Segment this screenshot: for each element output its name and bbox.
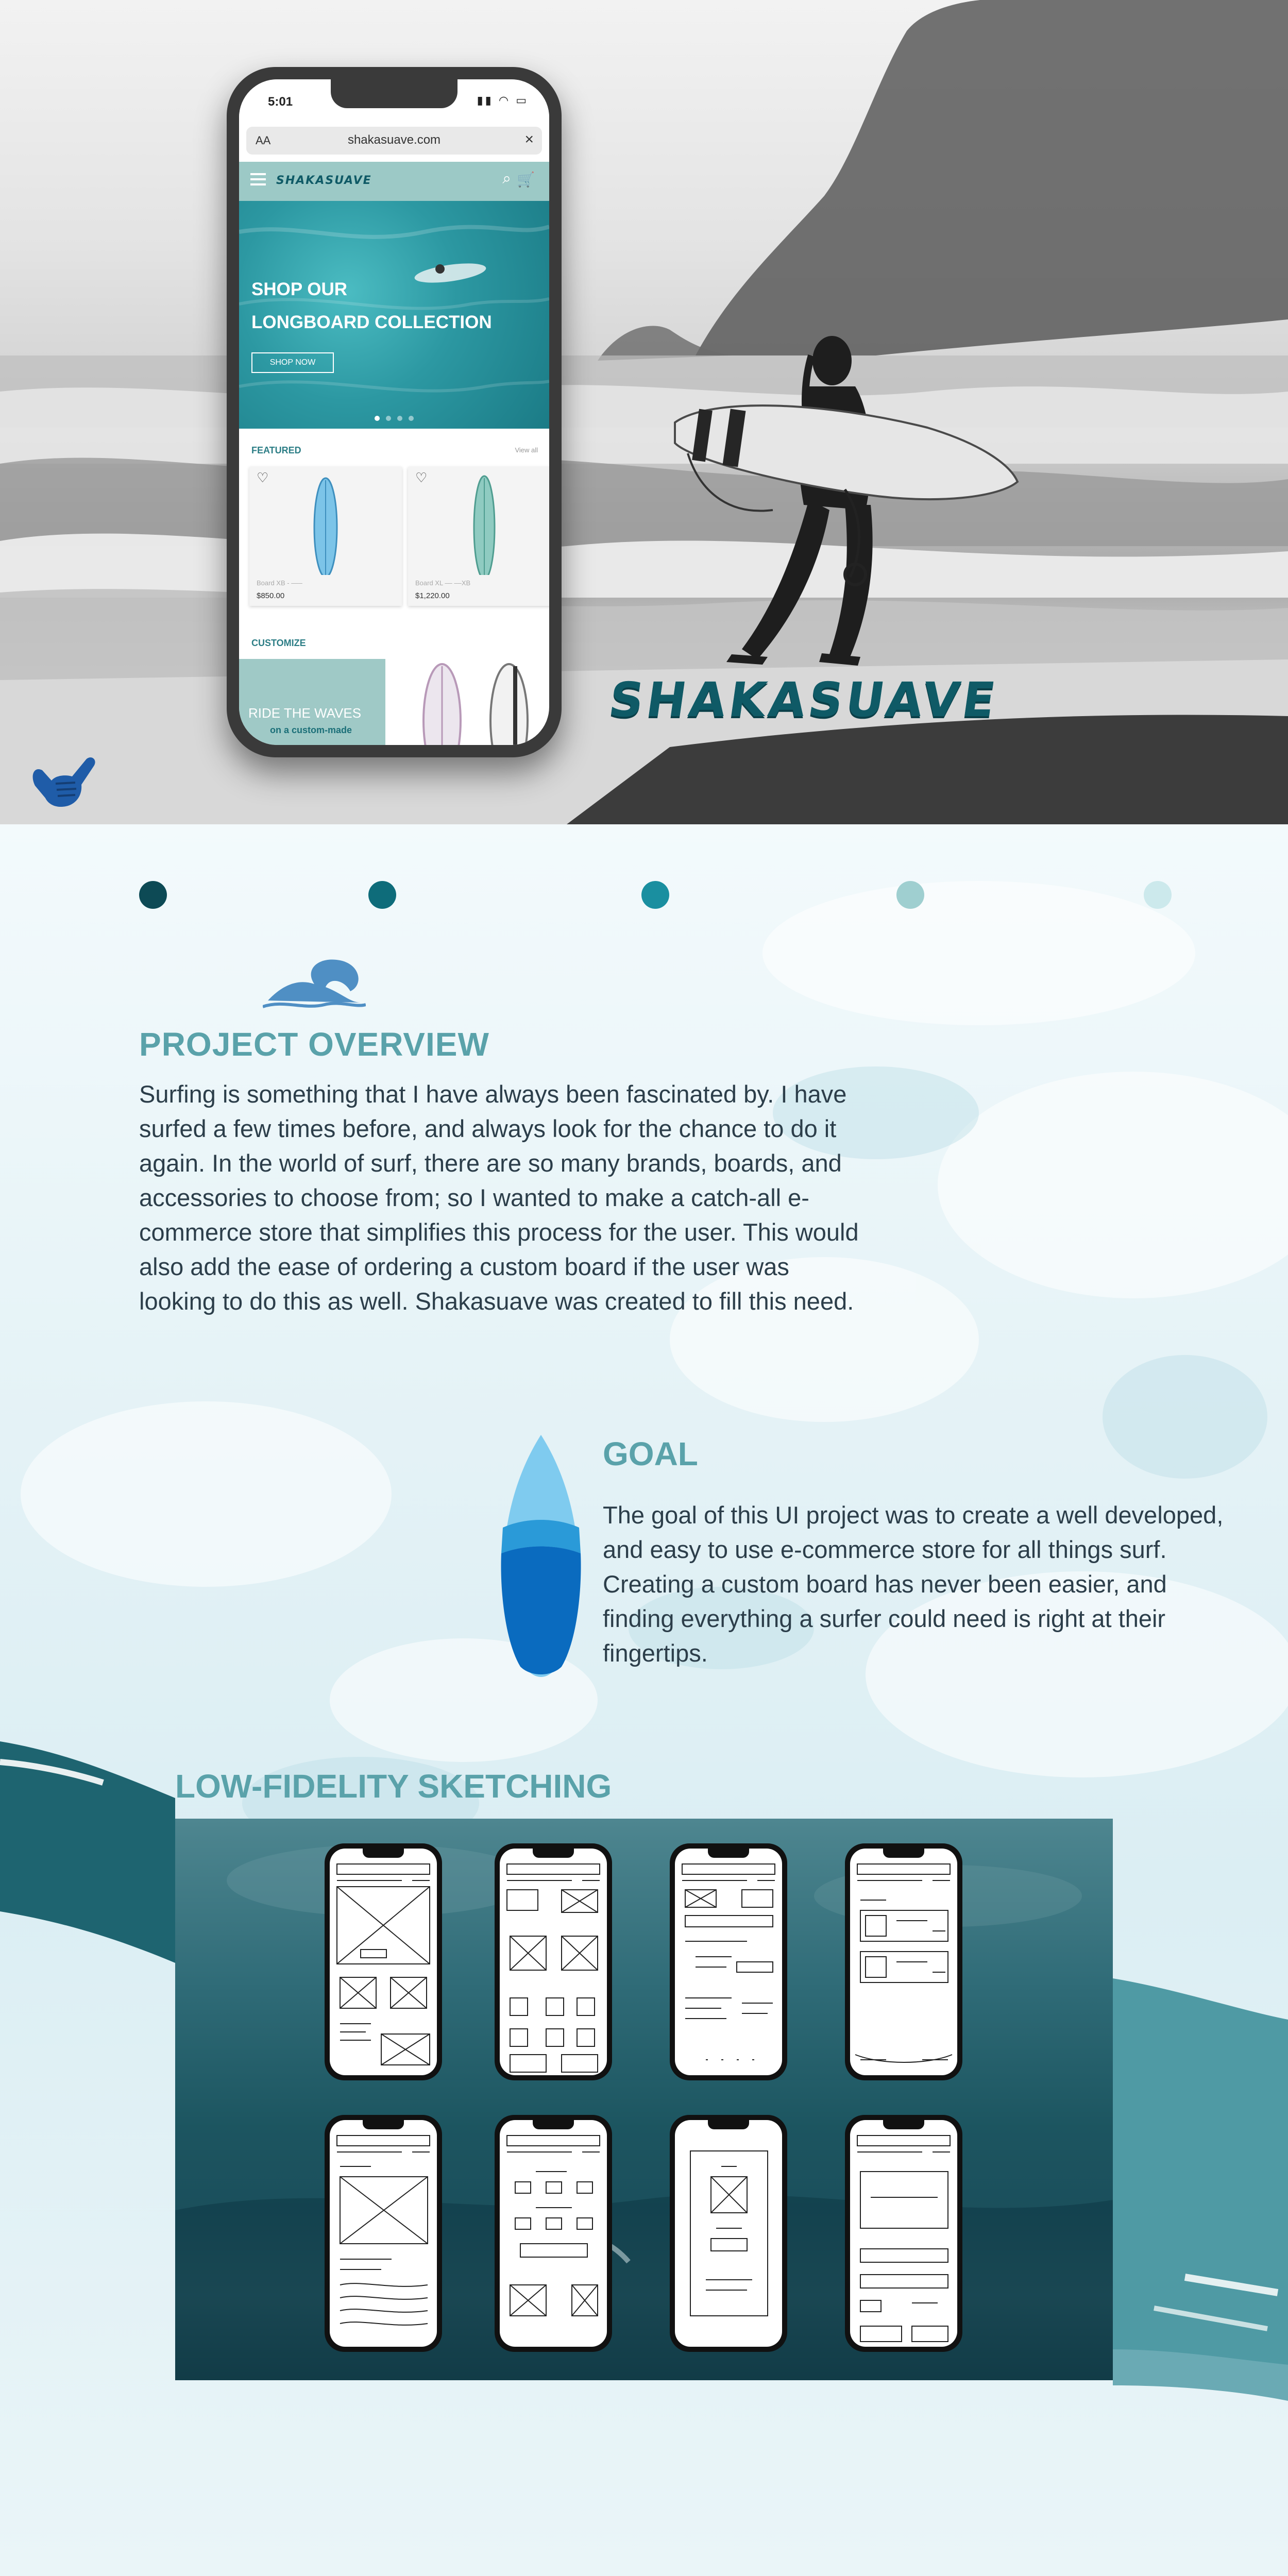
wireframe-preview <box>675 2120 782 2347</box>
heart-icon[interactable]: ♡ <box>257 470 269 485</box>
content-section <box>0 824 1288 2576</box>
nav-logo[interactable]: SHAKASUAVE <box>276 174 372 187</box>
cart-icon[interactable]: 🛒 <box>517 172 535 188</box>
url-text: shakasuave.com <box>347 133 441 147</box>
sketch-phone <box>845 1843 962 2080</box>
view-all-link[interactable]: View all <box>515 446 538 454</box>
phone-screen <box>239 79 549 745</box>
featured-label: FEATURED <box>251 445 301 455</box>
close-icon[interactable]: × <box>524 131 534 148</box>
product-name: Board XB - ––– <box>257 579 302 587</box>
wireframe-detail <box>675 1849 782 2075</box>
browser-address-bar[interactable] <box>246 127 542 155</box>
wireframe-checkout <box>850 2120 957 2347</box>
goal-body: The goal of this UI project was to create a well developed, and easy to use e-commerce store for all things surf. Creating a custom board has never been easier, and finding everything a surfer could need is right at their fingertips. <box>603 1501 1224 1667</box>
sketch-phone <box>325 1843 442 2080</box>
brand-wordmark: SHAKASUAVE <box>605 672 1002 727</box>
wireframe-customize <box>500 2120 607 2347</box>
wireframe-home <box>330 1849 437 2075</box>
goal-heading: GOAL <box>603 1435 698 1472</box>
surfboard-thumbnail <box>408 467 549 575</box>
sketch-panel <box>175 1819 1113 2380</box>
custom-board-tile[interactable] <box>239 659 385 745</box>
overview-body: Surfing is something that I have always been fascinated by. I have surfed a few times before, and always look for the chance to do it again. In the world of surf, there are so many brands, boards, and accessories to choose from; so I wanted to make a catch-all e-commerce store that simplifies this process for the user. This would also add the ease of ordering a custom board if the user was looking to do this as well. Shakasuave was created to fill this need. <box>139 1080 859 1315</box>
signal-wifi-battery-icon: ▮▮ ◠ ▭ <box>477 94 529 107</box>
progress-dot <box>896 881 924 909</box>
ride-the-waves-text: RIDE THE WAVES <box>248 705 362 721</box>
wireframe-board-detail <box>330 2120 437 2347</box>
site-nav-bar <box>239 162 549 201</box>
surfboard-thumbnail <box>249 467 402 575</box>
lofi-heading: LOW-FIDELITY SKETCHING <box>175 1768 612 1805</box>
carousel-dots[interactable] <box>239 414 549 423</box>
customize-label: CUSTOMIZE <box>251 638 306 648</box>
progress-dot <box>139 881 167 909</box>
product-card[interactable] <box>408 467 549 606</box>
product-price: $1,220.00 <box>415 591 450 600</box>
progress-dot <box>1144 881 1172 909</box>
product-price: $850.00 <box>257 591 285 600</box>
overview-heading: PROJECT OVERVIEW <box>139 1026 489 1063</box>
heart-icon[interactable]: ♡ <box>415 470 428 485</box>
progress-dots <box>0 881 1288 912</box>
shaka-hand-icon <box>25 755 102 811</box>
banner-heading: SHOP OUR LONGBOARD COLLECTION <box>251 279 492 332</box>
sketch-phone <box>495 1843 612 2080</box>
sketch-phone <box>845 2115 962 2352</box>
product-card[interactable] <box>249 467 402 606</box>
sketch-phone <box>670 2115 787 2352</box>
reader-aa-button[interactable]: AA <box>256 134 271 147</box>
progress-dot <box>641 881 669 909</box>
shop-now-button[interactable]: SHOP NOW <box>251 352 334 373</box>
hero-section <box>0 0 1288 824</box>
phone-notch <box>331 79 457 108</box>
custom-boards-preview <box>385 659 549 745</box>
custom-made-text: on a custom-made <box>270 725 352 735</box>
sketch-phone <box>670 1843 787 2080</box>
status-time: 5:01 <box>268 95 293 109</box>
wireframe-cart <box>850 1849 957 2075</box>
progress-dot <box>368 881 396 909</box>
surfboard-icon <box>500 1435 582 1677</box>
wave-icon <box>263 953 366 1010</box>
sketch-phone <box>325 2115 442 2352</box>
shop-banner[interactable] <box>239 201 549 429</box>
sketch-background-photo <box>175 1819 1113 2380</box>
phone-mockup <box>227 67 562 757</box>
hamburger-menu-icon[interactable] <box>250 173 266 185</box>
search-icon[interactable]: ⌕ <box>502 170 511 187</box>
product-name: Board XL –– ––XB <box>415 579 471 587</box>
sketch-phone <box>495 2115 612 2352</box>
wireframe-products <box>500 1849 607 2075</box>
